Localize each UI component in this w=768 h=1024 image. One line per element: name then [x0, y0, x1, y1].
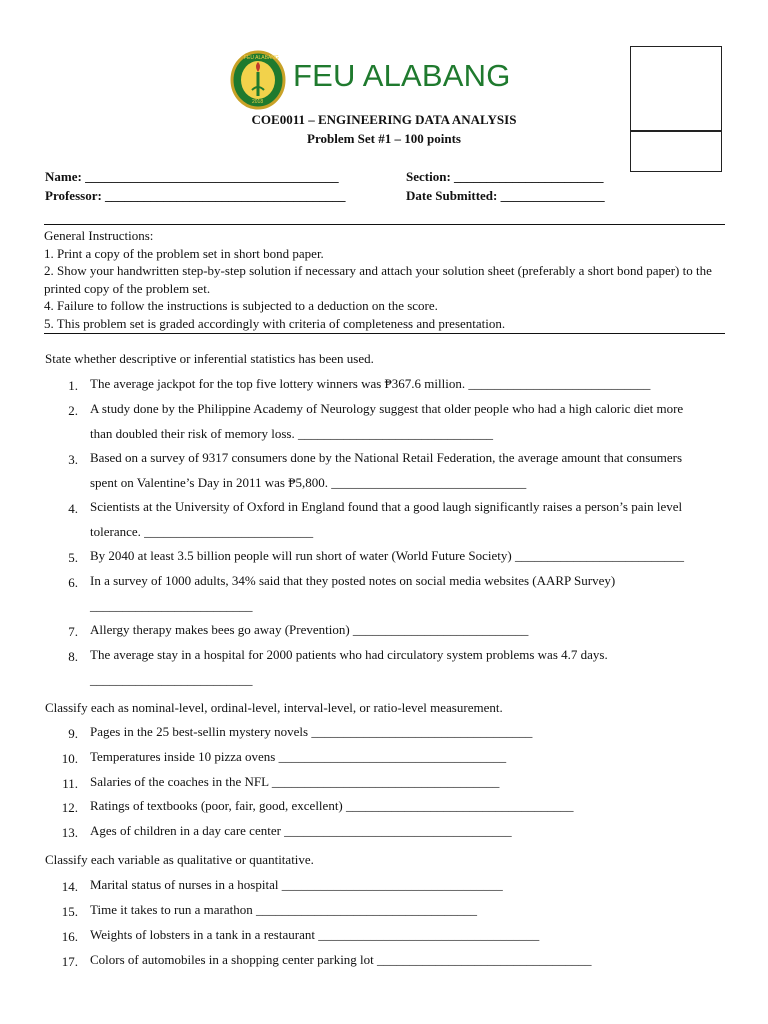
- divider-bottom: [44, 333, 725, 334]
- question-text-cont: than doubled their risk of memory loss. ______________________________: [90, 425, 493, 441]
- question-number: 1.: [68, 378, 78, 393]
- question-item: [90, 397, 730, 446]
- question-text: Weights of lobsters in a tank in a restaurant __________________________________: [90, 927, 540, 942]
- question-item: [90, 745, 730, 770]
- name-line: _______________________________________: [85, 169, 339, 184]
- question-item: [90, 372, 730, 397]
- question-text: By 2040 at least 3.5 billion people will run short of water (World Future Society) __________________________: [90, 548, 684, 563]
- question-number: 13.: [61, 825, 78, 840]
- question-number: 11.: [62, 776, 78, 791]
- question-item: [90, 544, 730, 569]
- logo-text: FEU ALABANG: [244, 55, 279, 61]
- logo-year: 2018: [252, 99, 264, 105]
- brand-name: FEU ALABANG: [293, 58, 511, 93]
- question-item: [90, 495, 730, 544]
- question-number: 6.: [68, 575, 78, 590]
- general-instructions: [44, 227, 724, 332]
- question-text: Salaries of the coaches in the NFL ___________________________________: [90, 774, 500, 789]
- question-number: 9.: [68, 726, 78, 741]
- section-label: Section:: [406, 169, 451, 184]
- question-text: Scientists at the University of Oxford in England found that a good laugh significantly raises a person’s pain level: [90, 499, 683, 514]
- course-title: COE0011 – ENGINEERING DATA ANALYSIS: [251, 112, 517, 127]
- question-item: [90, 446, 730, 495]
- question-text: Based on a survey of 9317 consumers done by the National Retail Federation, the average amount that consumers: [90, 450, 683, 465]
- date-line: ________________: [500, 188, 605, 203]
- question-text-cont: spent on Valentine’s Day in 2011 was ₱5,800. ______________________________: [90, 474, 527, 490]
- date-label: Date Submitted:: [406, 188, 498, 203]
- professor-label: Professor:: [45, 188, 102, 203]
- professor-line: _____________________________________: [105, 188, 346, 203]
- question-text: Pages in the 25 best-sellin mystery novels __________________________________: [90, 724, 533, 739]
- divider-top: [44, 224, 725, 225]
- section-heading: Classify each as nominal-level, ordinal-level, interval-level, or ratio-level measurement.: [45, 700, 503, 715]
- question-text: Time it takes to run a marathon __________________________________: [90, 902, 477, 917]
- date-field[interactable]: [406, 188, 605, 204]
- question-text-cont: tolerance. __________________________: [90, 523, 314, 539]
- question-number: 3.: [68, 452, 78, 467]
- question-number: 14.: [61, 879, 78, 894]
- question-text-cont: _________________________: [90, 671, 253, 687]
- question-item: [90, 898, 730, 923]
- feu-logo: [230, 50, 286, 110]
- instruction-item: 5. This problem set is graded accordingly with criteria of completeness and presentation.: [44, 315, 506, 331]
- section-heading: Classify each variable as qualitative or quantitative.: [45, 852, 314, 867]
- question-number: 10.: [61, 751, 78, 766]
- question-item: [90, 948, 730, 973]
- section-heading: State whether descriptive or inferential statistics has been used.: [45, 351, 374, 366]
- question-number: 12.: [61, 800, 78, 815]
- question-text: The average jackpot for the top five lottery winners was ₱367.6 million. ____________________________: [90, 376, 651, 391]
- question-text: A study done by the Philippine Academy of Neurology suggest that older people who had a high caloric diet more: [90, 401, 684, 416]
- instruction-item: 2. Show your handwritten step-by-step solution if necessary and attach your solution sheet (preferably a short bond paper) to the printed copy of the problem set.: [44, 263, 712, 296]
- question-item: [90, 770, 730, 795]
- question-number: 16.: [61, 929, 78, 944]
- question-number: 15.: [61, 904, 78, 919]
- question-item: [90, 720, 730, 745]
- question-item: [90, 794, 730, 819]
- name-label: Name:: [45, 169, 82, 184]
- question-item: [90, 618, 730, 643]
- question-text: In a survey of 1000 adults, 34% said that they posted notes on social media websites (AARP Survey): [90, 573, 616, 588]
- question-item: [90, 923, 730, 948]
- question-item: [90, 819, 730, 844]
- question-text: Ratings of textbooks (poor, fair, good, excellent) ___________________________________: [90, 798, 574, 813]
- question-text: Allergy therapy makes bees go away (Prevention) ___________________________: [90, 622, 529, 637]
- question-item: [90, 873, 730, 898]
- question-number: 2.: [68, 403, 78, 418]
- question-number: 5.: [68, 550, 78, 565]
- name-field[interactable]: [45, 169, 339, 185]
- question-text: Colors of automobiles in a shopping center parking lot _________________________________: [90, 952, 592, 967]
- question-text: Marital status of nurses in a hospital __________________________________: [90, 877, 503, 892]
- question-number: 7.: [68, 624, 78, 639]
- question-text: Ages of children in a day care center ___________________________________: [90, 823, 512, 838]
- question-number: 4.: [68, 501, 78, 516]
- section-line: _______________________: [454, 169, 604, 184]
- instruction-item: 1. Print a copy of the problem set in short bond paper.: [44, 245, 324, 261]
- section-field[interactable]: [406, 169, 604, 185]
- question-number: 17.: [61, 954, 78, 969]
- instruction-item: 4. Failure to follow the instructions is subjected to a deduction on the score.: [44, 298, 438, 313]
- question-text-cont: _________________________: [90, 597, 253, 613]
- professor-field[interactable]: [45, 188, 346, 204]
- question-item: [90, 643, 730, 692]
- question-number: 8.: [68, 649, 78, 664]
- problem-set-title: Problem Set #1 – 100 points: [307, 131, 461, 146]
- instructions-heading: General Instructions:: [44, 228, 154, 243]
- question-text: The average stay in a hospital for 2000 patients who had circulatory system problems was 4.7 days.: [90, 647, 608, 662]
- question-item: [90, 569, 730, 618]
- question-text: Temperatures inside 10 pizza ovens ___________________________________: [90, 749, 507, 764]
